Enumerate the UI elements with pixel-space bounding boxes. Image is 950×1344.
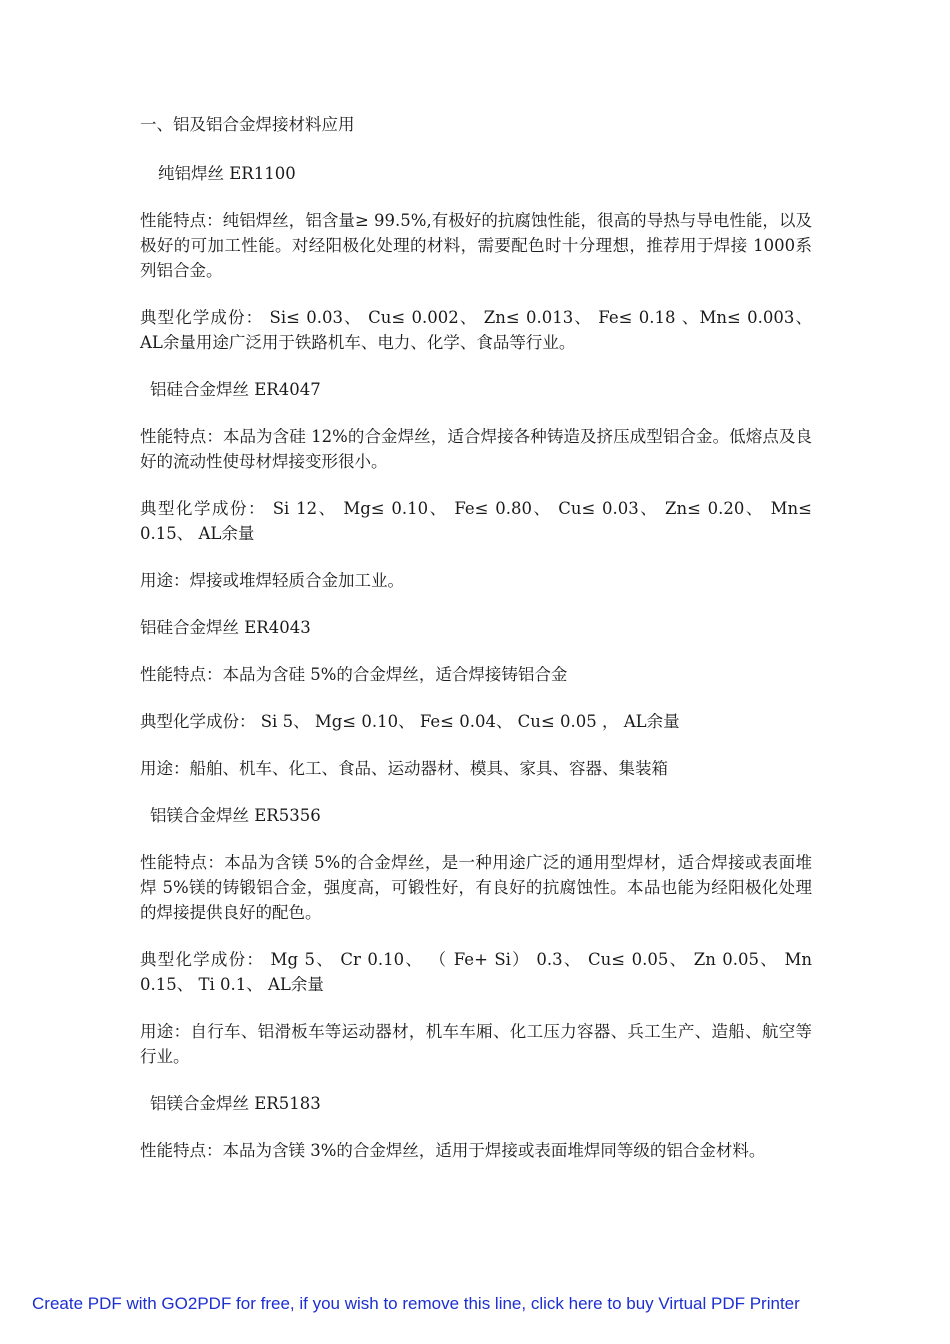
er1100-composition: 典型化学成份： Si≤ 0.03、 Cu≤ 0.002、 Zn≤ 0.013、 Fe≤ 0.18 、Mn≤ 0.003、 AL余量用途广泛用于铁路机车、电力、化学、食品等行业。 bbox=[140, 308, 818, 352]
er5183-features: 性能特点：本品为含镁 3%的合金焊丝，适用于焊接或表面堆焊同等级的铝合金材料。 bbox=[140, 1141, 766, 1160]
er4047-usage: 用途：焊接或堆焊轻质合金加工业。 bbox=[140, 571, 404, 590]
er4047-features: 性能特点：本品为含硅 12%的合金焊丝，适合焊接各种铸造及挤压成型铝合金。低熔点及良好的流动性使母材焊接变形很小。 bbox=[140, 427, 812, 471]
product-title-er5183: 铝镁合金焊丝 ER5183 bbox=[150, 1094, 321, 1113]
er5356-usage: 用途：自行车、铝滑板车等运动器材，机车车厢、化工压力容器、兵工生产、造船、航空等行业。 bbox=[140, 1022, 812, 1066]
er5356-composition: 典型化学成份： Mg 5、 Cr 0.10、 （ Fe+ Si） 0.3、 Cu≤ 0.05、 Zn 0.05、 Mn 0.15、 Ti 0.1、 AL余量 bbox=[140, 950, 818, 994]
er4043-usage: 用途：船舶、机车、化工、食品、运动器材、模具、家具、容器、集装箱 bbox=[140, 759, 668, 778]
er4047-composition: 典型化学成份： Si 12、 Mg≤ 0.10、 Fe≤ 0.80、 Cu≤ 0.03、 Zn≤ 0.20、 Mn≤ 0.15、 AL余量 bbox=[140, 499, 818, 543]
er4043-composition: 典型化学成份： Si 5、 Mg≤ 0.10、 Fe≤ 0.04、 Cu≤ 0.05 ， AL余量 bbox=[140, 712, 680, 731]
er5356-features: 性能特点：本品为含镁 5%的合金焊丝，是一种用途广泛的通用型焊材，适合焊接或表面堆焊 5%镁的铸锻铝合金，强度高，可锻性好，有良好的抗腐蚀性。本品也能为经阳极化处理的焊接提供良好的配色。 bbox=[140, 853, 812, 922]
go2pdf-footer-link[interactable]: Create PDF with GO2PDF for free, if you wish to remove this line, click here to buy Virtual PDF Printer bbox=[32, 1294, 800, 1313]
product-title-er4043: 铝硅合金焊丝 ER4043 bbox=[140, 618, 311, 637]
er1100-features: 性能特点：纯铝焊丝，铝含量≥ 99.5%,有极好的抗腐蚀性能，很高的导热与导电性能，以及极好的可加工性能。对经阳极化处理的材料，需要配色时十分理想，推荐用于焊接 1000系列铝合金。 bbox=[140, 211, 812, 280]
product-title-er4047: 铝硅合金焊丝 ER4047 bbox=[150, 380, 321, 399]
document-body bbox=[140, 112, 818, 1185]
product-title-er1100: 纯铝焊丝 ER1100 bbox=[158, 164, 296, 183]
section-heading: 一、铝及铝合金焊接材料应用 bbox=[140, 115, 355, 134]
product-title-er5356: 铝镁合金焊丝 ER5356 bbox=[150, 806, 321, 825]
er4043-features: 性能特点：本品为含硅 5%的合金焊丝，适合焊接铸铝合金 bbox=[140, 665, 568, 684]
